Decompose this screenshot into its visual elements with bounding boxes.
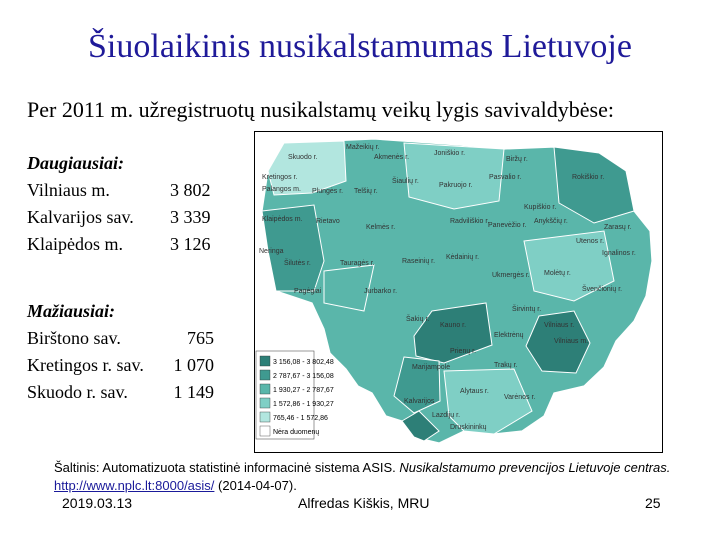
municipality-name: Skuodo r. sav. <box>27 382 128 402</box>
crime-value: 1 070 <box>173 355 214 375</box>
most-heading: Daugiausiai: <box>27 153 125 173</box>
map-label: Lazdijų r. <box>432 412 461 419</box>
map-label: Plungės r. <box>312 188 344 195</box>
source-italic: Nusikalstamumo prevencijos Lietuvoje centras. <box>399 460 671 475</box>
legend-label: 1 930,27 - 2 787,67 <box>273 387 334 394</box>
map-label: Kalvarijos <box>404 398 435 405</box>
crime-value: 1 149 <box>173 382 214 402</box>
footer-page-number: 25 <box>645 495 661 511</box>
map-label: Anykščių r. <box>534 218 568 225</box>
source-line-1 <box>54 459 670 477</box>
map-label: Klaipėdos m. <box>262 216 303 223</box>
map-label: Rietavo <box>316 218 340 225</box>
legend-label: 2 787,67 - 3 156,08 <box>273 373 334 380</box>
legend-label: 1 572,86 - 1 930,27 <box>273 401 334 408</box>
crime-value: 765 <box>187 328 214 348</box>
map-label: Druskininkų <box>450 424 487 431</box>
map-label: Švenčionių r. <box>582 286 623 293</box>
map-label: Jurbarko r. <box>364 288 398 295</box>
most-row <box>27 177 214 204</box>
map-label: Raseinių r. <box>402 258 436 265</box>
map-label: Pagėgiai <box>294 288 322 295</box>
map-label: Utenos r. <box>576 238 605 245</box>
map-label: Molėtų r. <box>544 270 571 277</box>
municipality-name: Kretingos r. sav. <box>27 355 144 375</box>
map-label: Marijampolė <box>412 364 451 371</box>
map-label: Vilniaus r. <box>544 322 575 329</box>
source-date: (2014-04-07). <box>214 478 297 493</box>
map-label: Trakų r. <box>494 362 518 369</box>
least-heading: Mažiausiai: <box>27 301 116 321</box>
map-label: Kėdainių r. <box>446 254 480 261</box>
map-label: Šiaulių r. <box>392 178 419 185</box>
slide-title: Šiuolaikinis nusikalstamumas Lietuvoje <box>88 28 632 65</box>
map-label: Panevėžio r. <box>488 222 527 229</box>
map-label: Skuodo r. <box>288 154 318 161</box>
footer-date: 2019.03.13 <box>62 495 133 511</box>
crime-value: 3 339 <box>170 207 211 227</box>
crime-value: 3 802 <box>170 180 211 200</box>
map-label: Rokiškio r. <box>572 174 605 181</box>
legend-label: 3 156,08 - 3 802,48 <box>273 359 334 366</box>
map-label: Radviliškio r. <box>450 218 490 225</box>
map-label: Vilniaus m. <box>554 338 589 345</box>
least-row <box>27 379 214 406</box>
map-label: Širvintų r. <box>512 306 542 313</box>
source-note <box>54 459 670 495</box>
map-label: Zarasų r. <box>604 224 632 231</box>
map-label: Akmenės r. <box>374 154 410 161</box>
municipality-name: Klaipėdos m. <box>27 234 123 254</box>
map-label: Pakruojo r. <box>439 182 473 189</box>
municipality-name: Vilniaus m. <box>27 180 110 200</box>
map-label: Šilutės r. <box>284 260 311 267</box>
most-row <box>27 204 214 231</box>
source-line-2 <box>54 477 670 495</box>
legend-swatch <box>260 398 270 408</box>
footer-author: Alfredas Kiškis, MRU <box>298 495 430 511</box>
most-row <box>27 231 214 258</box>
map-label: Elektrėnų <box>494 332 524 339</box>
map-label: Kauno r. <box>440 322 467 329</box>
crime-value: 3 126 <box>170 234 211 254</box>
source-prefix: Šaltinis: Automatizuota statistinė informacinė sistema ASIS. <box>54 460 400 475</box>
legend-swatch <box>260 370 270 380</box>
municipality-name: Kalvarijos sav. <box>27 207 134 227</box>
least-row <box>27 352 214 379</box>
map-label: Tauragės r. <box>340 260 375 267</box>
map-label: Palangos m. <box>262 186 301 193</box>
map-label: Pasvalio r. <box>489 174 522 181</box>
map-label: Mažeikių r. <box>346 144 380 151</box>
legend-swatch <box>260 356 270 366</box>
legend-swatch <box>260 384 270 394</box>
map-label: Kupiškio r. <box>524 204 557 211</box>
map-label: Alytaus r. <box>460 388 489 395</box>
lithuania-crime-map <box>254 131 663 453</box>
map-label: Prienų r. <box>450 348 477 355</box>
map-label: Kretingos r. <box>262 174 298 181</box>
legend-swatch <box>260 412 270 422</box>
municipality-name: Birštono sav. <box>27 328 121 348</box>
map-label: Ignalinos r. <box>602 250 636 257</box>
map-label: Neringa <box>259 248 284 255</box>
most-crime-list <box>27 150 214 258</box>
legend-swatch <box>260 426 270 436</box>
map-label: Joniškio r. <box>434 150 466 157</box>
map-label: Biržų r. <box>506 156 528 163</box>
source-link[interactable]: http://www.nplc.lt:8000/asis/ <box>54 478 215 493</box>
map-label: Šakių r. <box>406 316 430 323</box>
map-label: Ukmergės r. <box>492 272 530 279</box>
slide-subtitle: Per 2011 m. užregistruotų nusikalstamų veikų lygis savivaldybėse: <box>27 97 614 122</box>
map-label: Varėnos r. <box>504 394 536 401</box>
legend-label: 765,46 - 1 572,86 <box>273 415 328 422</box>
map-label: Kelmės r. <box>366 224 396 231</box>
map-label: Telšių r. <box>354 188 378 195</box>
least-crime-list <box>27 298 214 406</box>
legend-label: Nėra duomenų <box>273 429 320 436</box>
least-row <box>27 325 214 352</box>
